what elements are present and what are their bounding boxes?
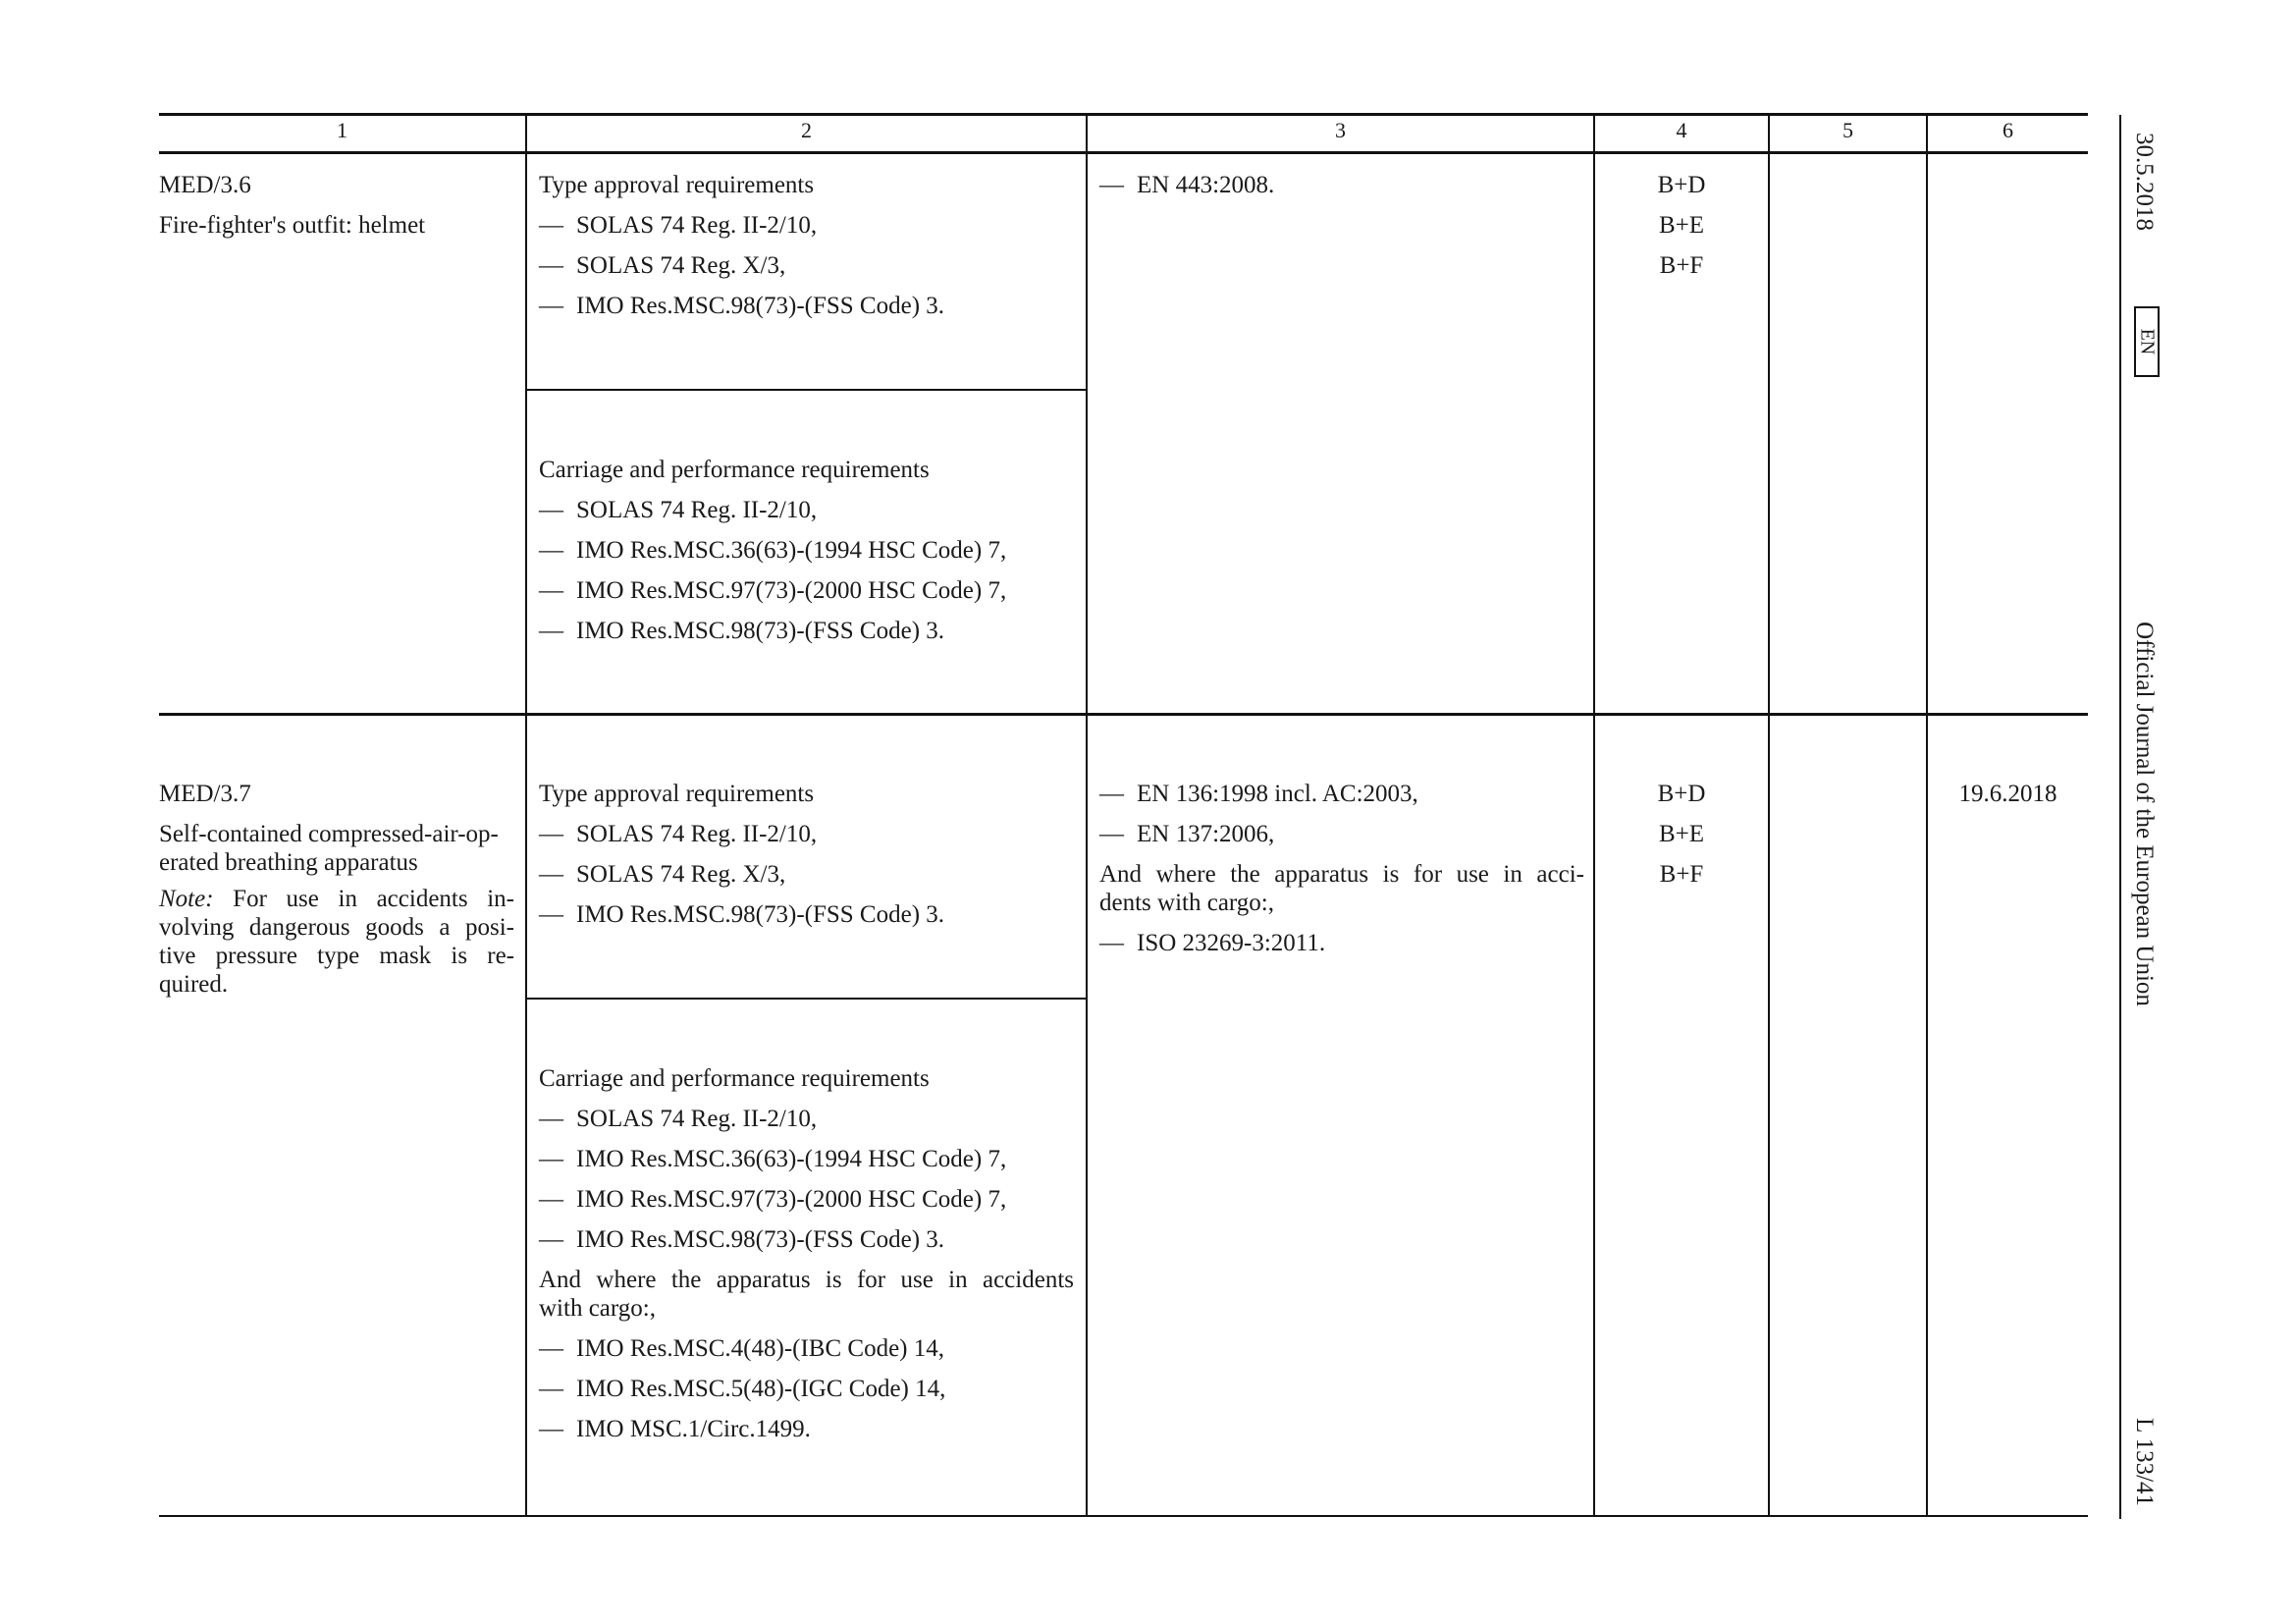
list-item: — IMO Res.MSC.4(48)-(IBC Code) 14, [539,1335,944,1362]
table-row-2-item [159,774,514,999]
table-top-rule [159,113,2088,116]
module: B+D [1657,781,1706,807]
table-bottom-rule [159,1515,2088,1517]
list-item: — IMO Res.MSC.5(48)-(IGC Code) 14, [539,1376,946,1402]
standards-cell [1099,774,1584,963]
module: B+F [1659,861,1704,888]
list-item: — SOLAS 74 Reg. II-2/10, [539,212,818,239]
item-name-line: Self-contained compressed-air-op- [159,821,499,847]
column-header: 6 [2002,118,2013,142]
date-value: 19.6.2018 [1958,781,2057,807]
type-approval-title: Type approval requirements [539,172,815,198]
page-reference: L 133/41 [2131,1417,2158,1507]
subrow-divider [526,389,1087,391]
list-item: — IMO Res.MSC.98(73)-(FSS Code) 3. [539,1226,945,1253]
item-name-line: erated breathing apparatus [159,849,418,876]
module: B+D [1657,172,1706,198]
list-item: — SOLAS 74 Reg. X/3, [539,252,786,279]
column-header: 3 [1335,118,1346,142]
list-item: — IMO Res.MSC.98(73)-(FSS Code) 3. [539,293,945,319]
module: B+E [1658,212,1705,239]
list-item: — SOLAS 74 Reg. II-2/10, [539,497,818,523]
standard-item: — ISO 23269-3:2011. [1099,930,1326,956]
column-header: 1 [337,118,347,142]
list-item: — IMO MSC.1/Circ.1499. [539,1416,811,1442]
publication-date: 30.5.2018 [2131,133,2158,231]
standard-item: — EN 443:2008. [1099,172,1275,198]
item-code: MED/3.7 [159,781,251,807]
standards-cell [1099,165,1584,205]
date-cell [1928,774,2088,814]
column-divider [1086,113,1088,1517]
column-header: 4 [1676,118,1687,142]
column-divider [525,113,527,1517]
language-label: EN [2136,328,2159,355]
cargo-text: And where the apparatus is for use in accidents with cargo:, [539,1267,1074,1322]
type-approval-cell [539,165,1074,326]
standards-cargo-text: And where the apparatus is for use in acci- dents with cargo:, [1099,861,1584,916]
row-divider [159,713,2088,716]
module: B+E [1658,821,1705,847]
column-header: 2 [801,118,812,142]
carriage-cell [539,450,1074,651]
list-item: — SOLAS 74 Reg. II-2/10, [539,1106,818,1132]
table-row-1-item [159,165,514,245]
item-name: Fire-fighter's outfit: helmet [159,212,426,239]
item-note: Note: For use in accidents in- volving dangerous goods a posi- tive pressure type mask is re- quired. [159,886,514,998]
list-item: — IMO Res.MSC.97(73)-(2000 HSC Code) 7, [539,1186,1007,1213]
list-item: — IMO Res.MSC.36(63)-(1994 HSC Code) 7, [539,1146,1007,1172]
standard-item: — EN 136:1998 incl. AC:2003, [1099,781,1418,807]
header-bottom-rule [159,151,2088,154]
language-badge [2134,306,2160,377]
list-item: — IMO Res.MSC.98(73)-(FSS Code) 3. [539,901,945,928]
subrow-divider [526,998,1087,1000]
column-header: 5 [1842,118,1853,142]
type-approval-title: Type approval requirements [539,781,815,807]
type-approval-cell [539,774,1074,935]
module: B+F [1659,252,1704,279]
modules-cell [1595,165,1768,286]
item-code: MED/3.6 [159,172,251,198]
column-divider [1926,113,1928,1517]
list-item: — IMO Res.MSC.97(73)-(2000 HSC Code) 7, [539,577,1007,604]
modules-cell [1595,774,1768,894]
carriage-title: Carriage and performance requirements [539,1065,930,1092]
standard-item: — EN 137:2006, [1099,821,1275,847]
carriage-cell [539,1058,1074,1449]
list-item: — IMO Res.MSC.36(63)-(1994 HSC Code) 7, [539,537,1007,564]
column-divider [1768,113,1770,1517]
list-item: — IMO Res.MSC.98(73)-(FSS Code) 3. [539,618,945,644]
journal-title: Official Journal of the European Union [2131,622,2158,1006]
carriage-title: Carriage and performance requirements [539,457,930,483]
list-item: — SOLAS 74 Reg. II-2/10, [539,821,818,847]
list-item: — SOLAS 74 Reg. X/3, [539,861,786,888]
